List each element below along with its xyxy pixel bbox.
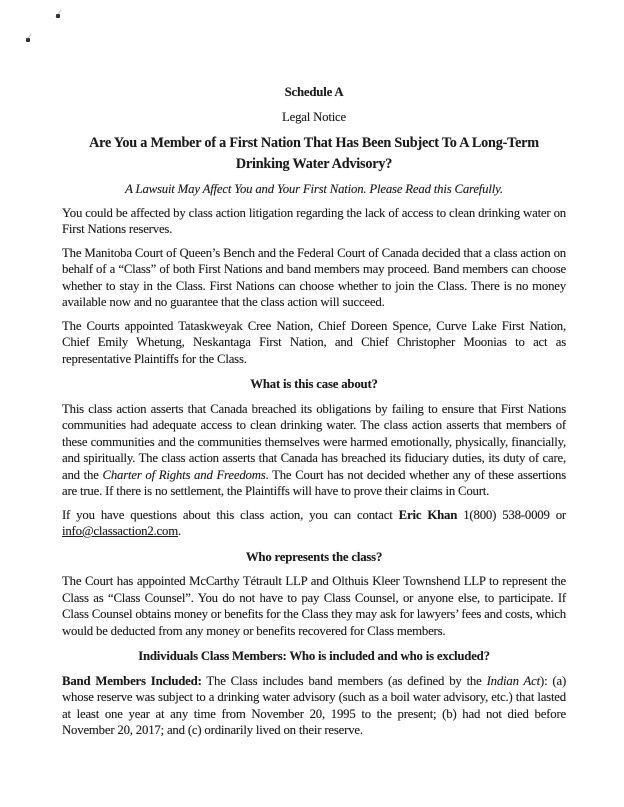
assertions-text: This class action asserts that Canada breached its obligations by failing to ensure that First Nations communities had adequate access to clean drinking water. The class action asserts that members of these communities and the communities themselves were harmed emotionally, physically, financially, and spiritually. The class action asserts that Canada has breached its fiduciary duties, its duty of care, and the — [62, 401, 566, 482]
schedule-label: Schedule A — [284, 85, 344, 99]
document-content — [62, 84, 566, 746]
contact-separator: or — [549, 507, 566, 522]
scan-speck-icon — [56, 14, 60, 18]
contact-phone: 1(800) 538-0009 — [463, 507, 550, 522]
paragraph-class-counsel: The Court has appointed McCarthy Tétrault LLP and Olthuis Kleer Townshend LLP to represent the Class as “Class Counsel”. You do not have to pay Class Counsel, or anyone else, to participate. If Class Counsel obtains money or benefits for the Class they may ask for lawyers’ fees and costs, which would be deducted from any money or benefits recovered for Class members. — [62, 574, 566, 638]
paragraph-assertions — [62, 401, 566, 500]
contact-email: info@classaction2.com — [62, 524, 178, 538]
contact-name: Eric Khan — [398, 507, 458, 522]
charter-reference: Charter of Rights and Freedoms — [102, 467, 266, 482]
document-subtitle: A Lawsuit May Affect You and Your First Nation. Please Read this Carefully. — [125, 182, 503, 196]
legal-notice-label: Legal Notice — [281, 109, 347, 124]
scan-speck-icon — [26, 38, 30, 42]
contact-period: . — [177, 524, 181, 538]
indian-act-reference: Indian Act — [486, 673, 541, 688]
paragraph-representative-plaintiffs: The Courts appointed Tataskweyak Cree Nation, Chief Doreen Spence, Curve Lake First Nation, Chief Emily Whetung, Neskantaga First Nation, and Chief Christopher Moonias to act as representative Plaintiffs for the Class. — [62, 318, 566, 366]
section-heading-about: What is this case about? — [250, 377, 378, 391]
section-heading-counsel: Who represents the class? — [245, 549, 383, 564]
band-members-text: The Class includes band members (as defined by the — [201, 673, 487, 688]
paragraph-affected: You could be affected by class action litigation regarding the lack of access to clean drinking water on First Nations reserves. — [62, 205, 566, 236]
section-heading-members: Individuals Class Members: Who is included and who is excluded? — [138, 649, 490, 663]
band-members-label: Band Members Included: — [62, 673, 202, 688]
paragraph-courts-decision: The Manitoba Court of Queen’s Bench and the Federal Court of Canada decided that a class action on behalf of a “Class” of both First Nations and band members may proceed. Band members can choose whether to stay in the Class. First Nations can choose whether to join the Class. There is no money available now and no guarantee that the class action will succeed. — [62, 245, 566, 309]
contact-text: If you have questions about this class action, you can contact — [62, 507, 399, 522]
paragraph-band-members — [62, 673, 566, 739]
assertions-text-continued: . The Court has not decided whether any of these assertions are true. If there is no settlement, the Plaintiffs will have to prove their claims in Court. — [62, 467, 566, 498]
paragraph-contact — [62, 507, 566, 540]
document-title: Are You a Member of a First Nation That Has Been Subject To A Long-Term Drinking Water Advisory? — [89, 135, 539, 172]
band-members-criteria: ): (a) whose reserve was subject to a drinking water advisory (such as a boil water advisory, etc.) that lasted at least one year at any time from November 20, 1995 to the present; (b) had not died before November 20, 2017; and (c) ordinarily lived on their reserve. — [62, 673, 567, 737]
